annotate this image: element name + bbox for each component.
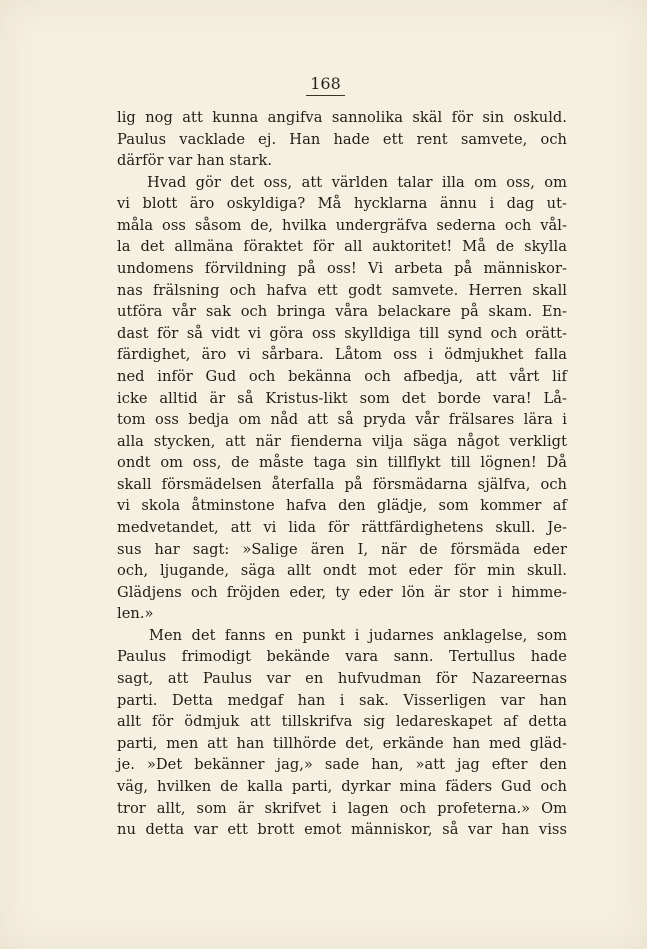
text-line: Paulus frimodigt bekände vara sann. Tertullus hade [117, 648, 567, 666]
text-line: icke alltid är så Kristus-likt som det borde vara! Lå- [117, 389, 567, 407]
text-line: sagt, att Paulus var en hufvudman för Nazareernas [117, 670, 567, 688]
text-line: parti. Detta medgaf han i sak. Visserligen var han [117, 691, 567, 709]
text-line: nas frälsning och hafva ett godt samvete. Herren skall [117, 281, 567, 299]
text-line: därför var han stark. [117, 152, 273, 170]
text-line: alla stycken, att när fienderna vilja säga något verkligt [117, 432, 567, 450]
text-line: utföra vår sak och bringa våra belackare på skam. En- [117, 303, 567, 321]
text-line: parti, men att han tillhörde det, erkände han med gläd- [117, 734, 567, 752]
text-line: la det allmäna föraktet för all auktoritet! Må de skylla [117, 238, 567, 256]
text-line: tom oss bedja om nåd att så pryda vår frälsares lära i [117, 411, 567, 429]
text-line: medvetandet, att vi lida för rättfärdighetens skull. Je- [117, 518, 567, 536]
text-line: måla oss såsom de, hvilka undergräfva sederna och vål- [117, 216, 567, 234]
text-line: Glädjens och fröjden eder, ty eder lön är stor i himme- [117, 583, 567, 601]
text-line: Hvad gör det oss, att världen talar illa om oss, om [147, 173, 567, 191]
text-line: tror allt, som är skrifvet i lagen och profeterna.» Om [117, 799, 567, 817]
text-line: ned inför Gud och bekänna och afbedja, att vårt lif [117, 367, 567, 385]
text-line: vi skola åtminstone hafva den glädje, som kommer af [117, 497, 567, 515]
text-line: dast för så vidt vi göra oss skylldiga till synd och orätt- [117, 324, 567, 342]
text-line: ondt om oss, de måste taga sin tillflykt till lögnen! Då [117, 454, 567, 472]
text-line: len.» [117, 605, 154, 623]
text-line: och, ljugande, säga allt ondt mot eder för min skull. [117, 562, 567, 580]
text-line: färdighet, äro vi sårbara. Låtom oss i ödmjukhet falla [117, 346, 567, 364]
body-text [117, 107, 567, 841]
text-line: nu detta var ett brott emot människor, så var han viss [117, 821, 567, 839]
text-line: vi blott äro oskyldiga? Må hycklarna ännu i dag ut- [117, 195, 567, 213]
text-line: Men det fanns en punkt i judarnes anklagelse, som [149, 626, 567, 644]
text-line: Paulus vacklade ej. Han hade ett rent samvete, och [117, 130, 567, 148]
text-line: undomens förvildning på oss! Vi arbeta på människor- [117, 260, 567, 278]
text-line: väg, hvilken de kalla parti, dyrkar mina fäders Gud och [117, 777, 567, 795]
text-line: je. »Det bekänner jag,» sade han, »att jag efter den [117, 756, 567, 774]
text-line: allt för ödmjuk att tillskrifva sig ledareskapet af detta [117, 713, 567, 731]
text-line: lig nog att kunna angifva sannolika skäl för sin oskuld. [117, 109, 567, 126]
text-line: skall försmädelsen återfalla på försmädarna själfva, och [117, 475, 567, 493]
page-number: 168 [0, 74, 647, 96]
text-line: sus har sagt: »Salige ären I, när de försmäda eder [117, 540, 567, 558]
